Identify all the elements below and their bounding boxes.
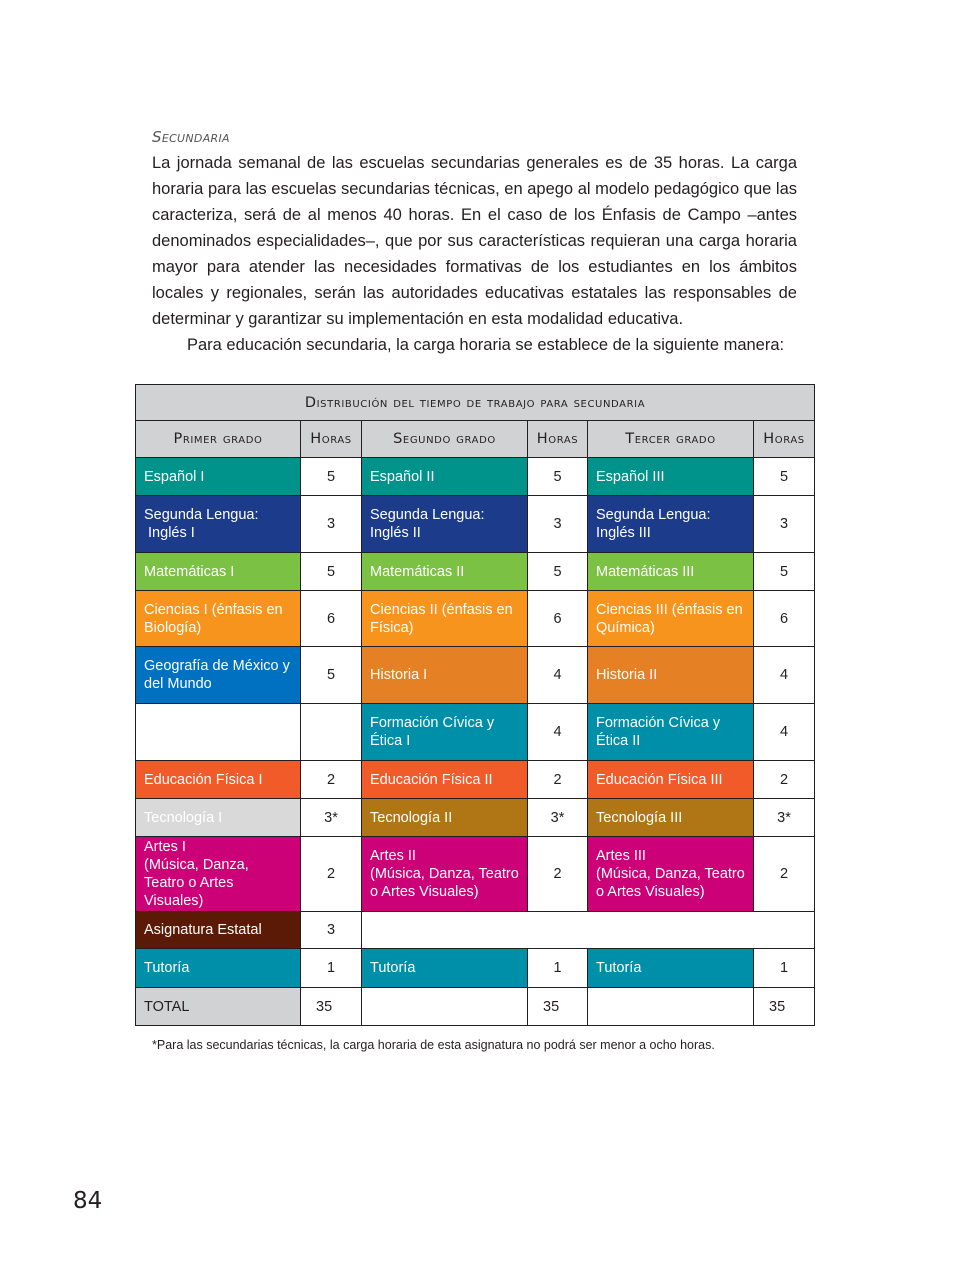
subject-cell: Formación Cívica y Ética II	[588, 704, 754, 761]
table-row	[136, 912, 815, 949]
subject-cell: Educación Física III	[588, 761, 754, 799]
table-row	[136, 704, 815, 761]
hours-cell: 2	[528, 837, 588, 912]
table-row	[136, 799, 815, 837]
header-horas-3: Horas	[754, 421, 815, 458]
total-label: TOTAL	[136, 988, 301, 1026]
header-segundo-grado: Segundo grado	[362, 421, 528, 458]
hours-cell: 5	[754, 553, 815, 591]
hours-cell: 6	[754, 591, 815, 647]
table-row	[136, 458, 815, 496]
subject-cell: Tutoría	[136, 949, 301, 988]
subject-cell: Ciencias I (énfasis en Biología)	[136, 591, 301, 647]
subject-cell: Matemáticas II	[362, 553, 528, 591]
hours-cell: 4	[754, 647, 815, 704]
hours-cell: 4	[528, 704, 588, 761]
subject-cell: Historia I	[362, 647, 528, 704]
hours-cell: 5	[528, 553, 588, 591]
subject-cell: Tutoría	[362, 949, 528, 988]
paragraph-2: Para educación secundaria, la carga horaria se establece de la siguiente manera:	[187, 336, 785, 354]
subject-cell: Artes I (Música, Danza, Teatro o Artes Visuales)	[136, 837, 301, 912]
table-title: Distribución del tiempo de trabajo para secundaria	[136, 385, 815, 421]
total-hours-cell: 35	[754, 988, 815, 1026]
subject-cell: Segunda Lengua: Inglés III	[588, 496, 754, 553]
table-title-row	[136, 385, 815, 421]
hours-cell: 1	[754, 949, 815, 988]
table-row	[136, 949, 815, 988]
hours-cell: 1	[528, 949, 588, 988]
table-row	[136, 647, 815, 704]
footnote: *Para las secundarias técnicas, la carga horaria de esta asignatura no podrá ser menor a ocho horas.	[152, 1038, 715, 1052]
total-hours-cell: 35	[528, 988, 588, 1026]
hours-cell: 2	[301, 837, 362, 912]
header-horas-2: Horas	[528, 421, 588, 458]
header-primer-grado: Primer grado	[136, 421, 301, 458]
subject-cell: Tecnología I	[136, 799, 301, 837]
subject-cell: Tutoría	[588, 949, 754, 988]
page-number: 84	[73, 1188, 103, 1214]
body-text	[152, 150, 797, 358]
table-row	[136, 591, 815, 647]
hours-cell: 2	[528, 761, 588, 799]
schedule-table	[135, 384, 815, 1026]
subject-cell: Historia II	[588, 647, 754, 704]
total-row	[136, 988, 815, 1026]
subject-cell: Artes III (Música, Danza, Teatro o Artes Visuales)	[588, 837, 754, 912]
table-row	[136, 553, 815, 591]
hours-cell: 3	[301, 912, 362, 949]
hours-cell: 5	[301, 458, 362, 496]
empty-cell	[362, 988, 528, 1026]
hours-cell: 3*	[754, 799, 815, 837]
hours-cell	[301, 704, 362, 761]
table-header-row	[136, 421, 815, 458]
subject-cell: Español II	[362, 458, 528, 496]
hours-cell: 5	[301, 553, 362, 591]
hours-cell: 5	[301, 647, 362, 704]
hours-cell: 2	[754, 761, 815, 799]
hours-cell: 5	[754, 458, 815, 496]
hours-cell: 3	[754, 496, 815, 553]
hours-cell: 6	[301, 591, 362, 647]
subject-cell: Tecnología II	[362, 799, 528, 837]
subject-cell: Artes II (Música, Danza, Teatro o Artes Visuales)	[362, 837, 528, 912]
subject-cell: Matemáticas III	[588, 553, 754, 591]
empty-cell	[136, 704, 301, 761]
table-row	[136, 496, 815, 553]
header-horas-1: Horas	[301, 421, 362, 458]
paragraph-1: La jornada semanal de las escuelas secundarias generales es de 35 horas. La carga horaria para las escuelas secundarias técnicas, en apego al modelo pedagógico que las caracteriza, será de al menos 40 horas. En el caso de los Énfasis de Campo –antes denominados especialidades–, que por sus características requieran una carga horaria mayor para atender las necesidades formativas de los estudiantes en los ámbitos locales y regionales, serán las autoridades educativas estatales las responsables de determinar y garantizar su implementación en esta modalidad educativa.	[152, 154, 797, 328]
hours-cell: 4	[754, 704, 815, 761]
header-tercer-grado: Tercer grado	[588, 421, 754, 458]
subject-cell: Educación Física II	[362, 761, 528, 799]
subject-cell: Asignatura Estatal	[136, 912, 301, 949]
subject-cell: Matemáticas I	[136, 553, 301, 591]
subject-cell: Tecnología III	[588, 799, 754, 837]
hours-cell: 5	[528, 458, 588, 496]
empty-cell	[362, 912, 815, 949]
hours-cell: 4	[528, 647, 588, 704]
subject-cell: Ciencias III (énfasis en Química)	[588, 591, 754, 647]
hours-cell: 3*	[528, 799, 588, 837]
table-row	[136, 761, 815, 799]
hours-cell: 3*	[301, 799, 362, 837]
hours-cell: 3	[528, 496, 588, 553]
subject-cell: Geografía de México y del Mundo	[136, 647, 301, 704]
hours-cell: 2	[754, 837, 815, 912]
subject-cell: Ciencias II (énfasis en Física)	[362, 591, 528, 647]
subject-cell: Formación Cívica y Ética I	[362, 704, 528, 761]
subject-cell: Español III	[588, 458, 754, 496]
hours-cell: 1	[301, 949, 362, 988]
total-hours-cell: 35	[301, 988, 362, 1026]
hours-cell: 2	[301, 761, 362, 799]
hours-cell: 3	[301, 496, 362, 553]
subject-cell: Educación Física I	[136, 761, 301, 799]
subject-cell: Segunda Lengua: Inglés II	[362, 496, 528, 553]
empty-cell	[588, 988, 754, 1026]
hours-cell: 6	[528, 591, 588, 647]
table-row	[136, 837, 815, 912]
subject-cell: Español I	[136, 458, 301, 496]
subject-cell: Segunda Lengua: Inglés I	[136, 496, 301, 553]
section-title: Secundaria	[152, 128, 230, 146]
